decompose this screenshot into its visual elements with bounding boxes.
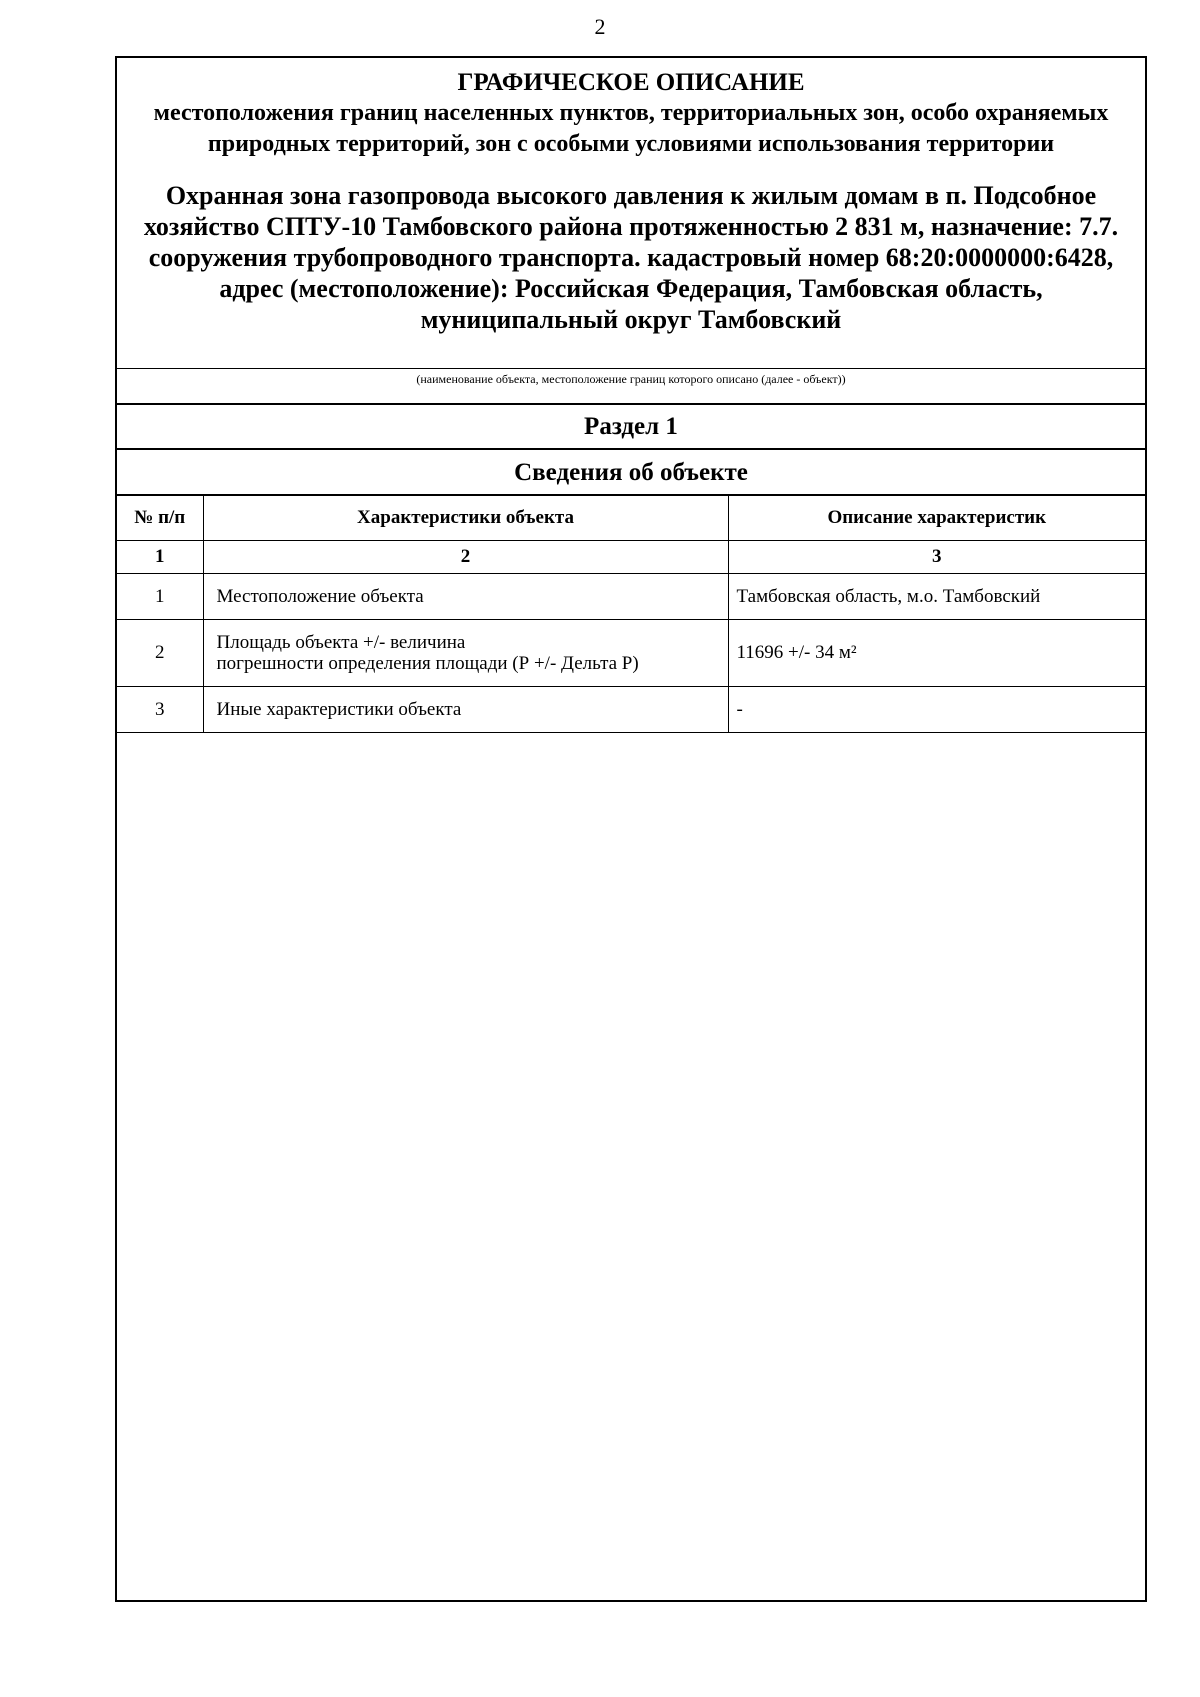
- row-description: 11696 +/- 34 м²: [728, 620, 1145, 687]
- table-row: [117, 620, 1145, 687]
- table-row: [117, 687, 1145, 733]
- table-row: [117, 574, 1145, 620]
- row-characteristic: [203, 620, 728, 687]
- header-description: Описание характеристик: [728, 496, 1145, 541]
- object-info-table: [117, 496, 1145, 733]
- row-characteristic: [203, 574, 728, 620]
- row-description: Тамбовская область, м.о. Тамбовский: [728, 574, 1145, 620]
- row-number: 3: [117, 687, 203, 733]
- characteristic-text: Площадь объекта +/- величина: [216, 632, 466, 653]
- section-subtitle: Сведения об объекте: [117, 450, 1145, 496]
- characteristic-text: Местоположение объекта: [216, 586, 424, 607]
- page-number: 2: [594, 14, 606, 39]
- object-caption: (наименование объекта, местоположение границ которого описано (далее - объект)): [117, 368, 1145, 392]
- section-title: Раздел 1: [117, 405, 1145, 450]
- characteristic-text: Иные характеристики объекта: [216, 699, 462, 720]
- row-number: 2: [117, 620, 203, 687]
- document-subtitle: местоположения границ населенных пунктов, территориальных зон, особо охраняемых природных территорий, зон с особыми условиями использования территории: [153, 100, 1109, 157]
- header-characteristic: Характеристики объекта: [203, 496, 728, 541]
- header-num: № п/п: [117, 496, 203, 541]
- column-number-row: [117, 541, 1145, 574]
- header-block: [117, 58, 1145, 368]
- row-number: 1: [117, 574, 203, 620]
- row-description: -: [728, 687, 1145, 733]
- table-header-row: [117, 496, 1145, 541]
- document-title: ГРАФИЧЕСКОЕ ОПИСАНИЕ: [457, 69, 805, 96]
- characteristic-text: погрешности определения площади (Р +/- Дельта Р): [216, 653, 639, 674]
- document-frame: [115, 56, 1147, 1602]
- row-characteristic: [203, 687, 728, 733]
- object-name: Охранная зона газопровода высокого давления к жилым домам в п. Подсобное хозяйство СПТУ-10 Тамбовского района протяженностью 2 831 м, назначение: 7.7. сооружения трубопроводного транспорта. кадастровый номер 68:20:0000000:6428, адрес (местоположение): Российская Федерация, Тамбовская область, муниципальный округ Тамбовский: [143, 181, 1119, 334]
- column-number: 1: [117, 541, 203, 574]
- column-number: 2: [203, 541, 728, 574]
- column-number: 3: [728, 541, 1145, 574]
